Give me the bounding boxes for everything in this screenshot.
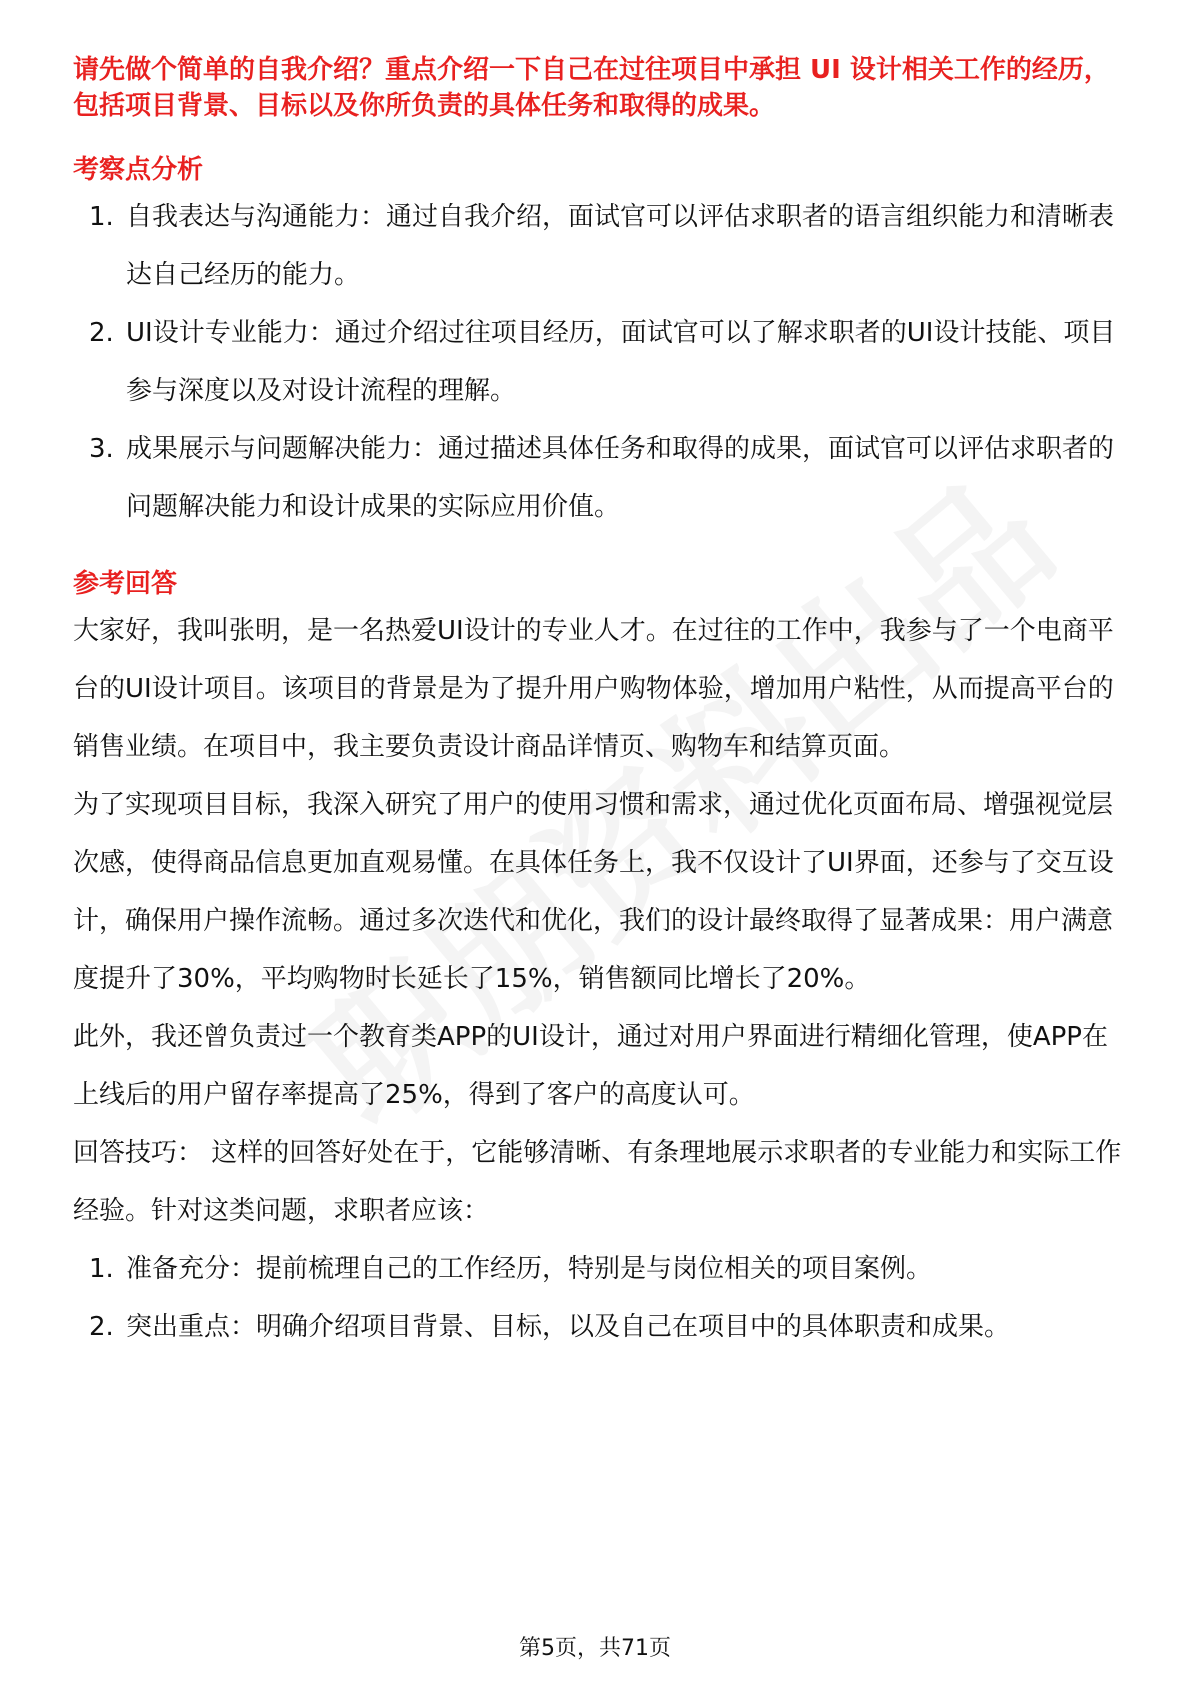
- question-title: 请先做个简单的自我介绍？重点介绍一下自己在过往项目中承担 UI 设计相关工作的经历，包括项目背景、目标以及你所负责的具体任务和取得的成果。: [73, 55, 1110, 121]
- list-item-number: 1.: [89, 202, 114, 232]
- list-item-text: 突出重点：明确介绍项目背景、目标，以及自己在项目中的具体职责和成果。: [126, 1312, 1011, 1342]
- list-item: [73, 188, 1123, 304]
- list-item: [73, 1240, 1123, 1298]
- list-item-number: 2.: [89, 1312, 114, 1342]
- page-footer: 第5页，共71页: [519, 1636, 671, 1661]
- tips-list: [73, 1240, 1123, 1356]
- analysis-list: [73, 188, 1123, 536]
- answer-paragraph: 此外，我还曾负责过一个教育类APP的UI设计，通过对用户界面进行精细化管理，使APP在上线后的用户留存率提高了25%，得到了客户的高度认可。: [73, 1022, 1108, 1110]
- list-item-text: 成果展示与问题解决能力：通过描述具体任务和取得的成果，面试官可以评估求职者的问题解决能力和设计成果的实际应用价值。: [126, 434, 1115, 522]
- list-item-number: 1.: [89, 1254, 114, 1284]
- list-item-number: 2.: [89, 318, 114, 348]
- answer-paragraph: 为了实现项目目标，我深入研究了用户的使用习惯和需求，通过优化页面布局、增强视觉层次感，使得商品信息更加直观易懂。在具体任务上，我不仅设计了UI界面，还参与了交互设计，确保用户操作流畅。通过多次迭代和优化，我们的设计最终取得了显著成果：用户满意度提升了30%，平均购物时长延长了15%，销售额同比增长了20%。: [73, 790, 1114, 994]
- list-item: [73, 1298, 1123, 1356]
- list-item-text: UI设计专业能力：通过介绍过往项目经历，面试官可以了解求职者的UI设计技能、项目参与深度以及对设计流程的理解。: [126, 318, 1116, 406]
- document-page: [73, 52, 1123, 1356]
- list-item: [73, 420, 1123, 536]
- list-item-number: 3.: [89, 434, 114, 464]
- answer-heading: 参考回答: [73, 569, 178, 599]
- list-item-text: 准备充分：提前梳理自己的工作经历，特别是与岗位相关的项目案例。: [126, 1254, 933, 1284]
- list-item: [73, 304, 1123, 420]
- answer-paragraph: 大家好，我叫张明，是一名热爱UI设计的专业人才。在过往的工作中，我参与了一个电商平台的UI设计项目。该项目的背景是为了提升用户购物体验，增加用户粘性，从而提高平台的销售业绩。在项目中，我主要负责设计商品详情页、购物车和结算页面。: [73, 616, 1114, 762]
- list-item-text: 自我表达与沟通能力：通过自我介绍，面试官可以评估求职者的语言组织能力和清晰表达自己经历的能力。: [126, 202, 1115, 290]
- analysis-heading: 考察点分析: [73, 155, 204, 185]
- answer-tips-intro: 回答技巧： 这样的回答好处在于，它能够清晰、有条理地展示求职者的专业能力和实际工作经验。针对这类问题，求职者应该：: [73, 1138, 1122, 1226]
